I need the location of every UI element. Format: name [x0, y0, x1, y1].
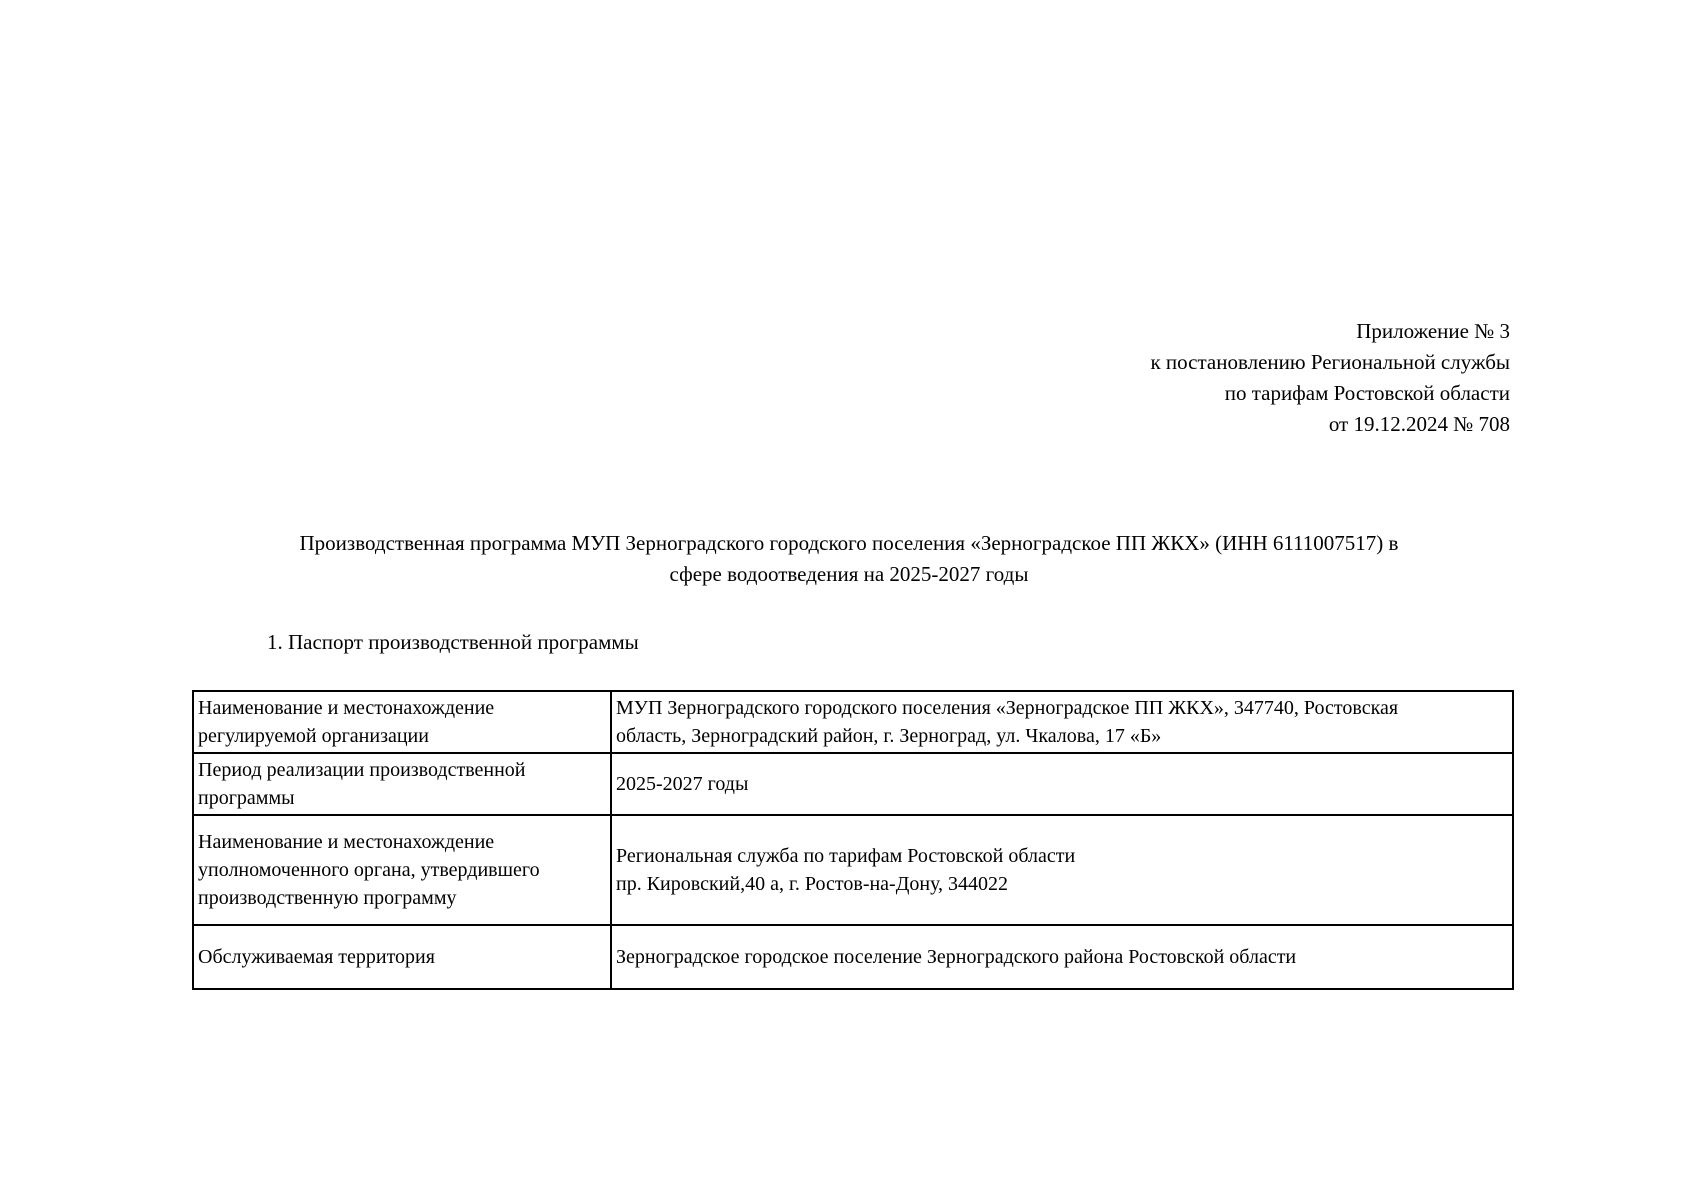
row-label	[193, 691, 611, 753]
row-label	[193, 815, 611, 925]
table-row	[193, 691, 1513, 753]
row-value-line: Региональная служба по тарифам Ростовской области	[616, 845, 1076, 867]
row-value-line: МУП Зерноградского городского поселения «Зерноградское ПП ЖКХ», 347740, Ростовская	[616, 697, 1399, 719]
row-label-line: производственную программу	[198, 887, 457, 909]
appendix-header	[1150, 316, 1510, 440]
row-label-line: уполномоченного органа, утвердившего	[198, 859, 540, 881]
appendix-resolution-ref: к постановлению Региональной службы	[1150, 350, 1510, 374]
appendix-date-number: от 19.12.2024 № 708	[1328, 412, 1510, 436]
table-row	[193, 925, 1513, 989]
table-row	[193, 815, 1513, 925]
row-label	[193, 753, 611, 815]
row-value	[611, 691, 1513, 753]
document-title-line-2: сфере водоотведения на 2025-2027 годы	[669, 562, 1029, 586]
passport-table	[192, 690, 1514, 990]
row-value-line: 2025-2027 годы	[616, 773, 749, 795]
row-value-line: пр. Кировский,40 а, г. Ростов-на-Дону, 344022	[616, 873, 1009, 895]
row-value	[611, 925, 1513, 989]
row-value	[611, 815, 1513, 925]
row-label-line: Наименование и местонахождение	[198, 697, 495, 719]
appendix-authority: по тарифам Ростовской области	[1224, 381, 1510, 405]
document-title-line-1: Производственная программа МУП Зерноградского городского поселения «Зерноградское ПП ЖКХ» (ИНН 6111007517) в	[299, 531, 1399, 555]
row-label-line: регулируемой организации	[198, 725, 429, 747]
row-label-line: программы	[198, 787, 295, 809]
appendix-number: Приложение № 3	[1356, 319, 1510, 343]
section-heading: 1. Паспорт производственной программы	[267, 630, 639, 654]
row-label-line: Обслуживаемая территория	[198, 946, 435, 968]
table-row	[193, 753, 1513, 815]
row-label-line: Наименование и местонахождение	[198, 831, 495, 853]
row-value	[611, 753, 1513, 815]
document-title	[200, 528, 1498, 590]
row-value-line: область, Зерноградский район, г. Зерноград, ул. Чкалова, 17 «Б»	[616, 725, 1162, 747]
row-label-line: Период реализации производственной	[198, 759, 526, 781]
row-value-line: Зерноградское городское поселение Зерноградского района Ростовской области	[616, 946, 1297, 968]
row-label	[193, 925, 611, 989]
